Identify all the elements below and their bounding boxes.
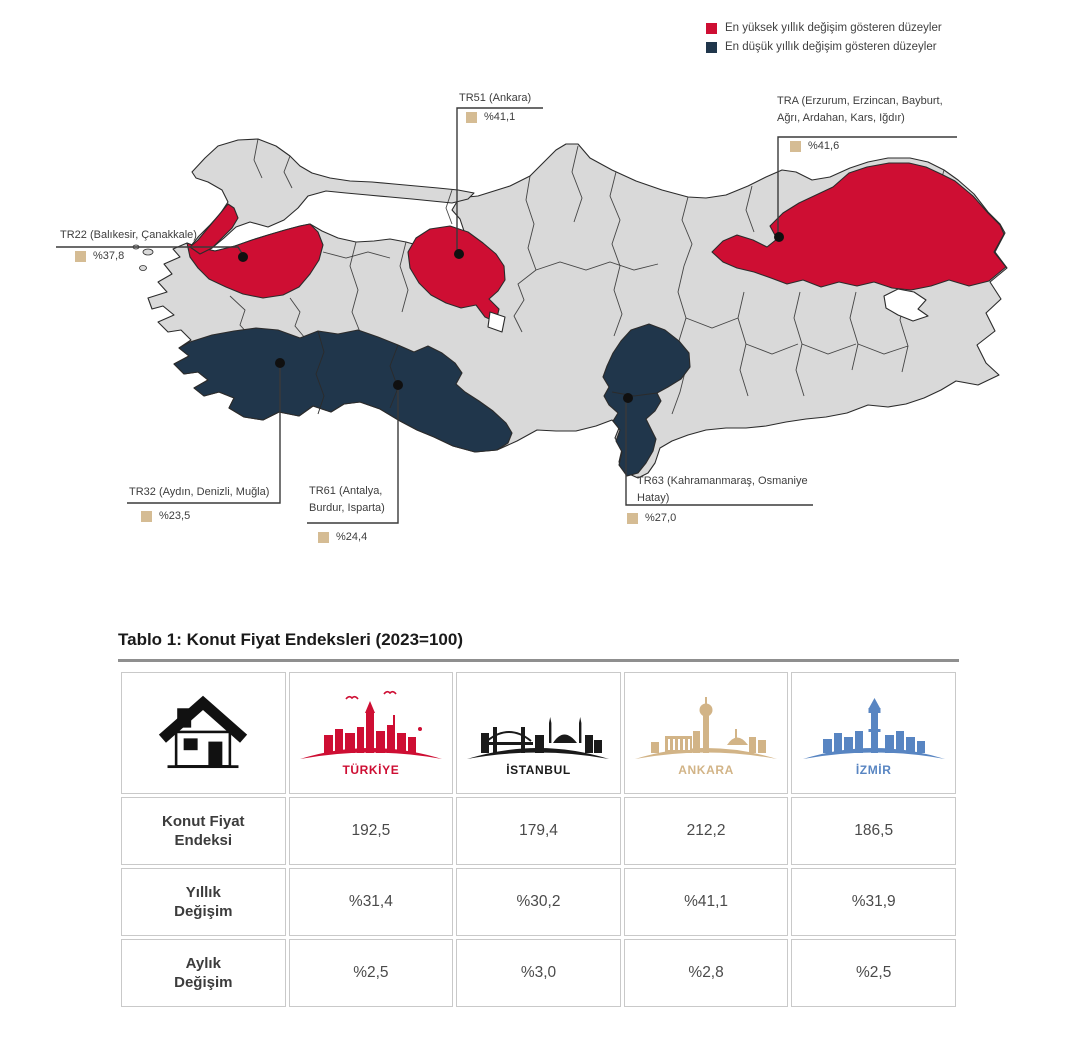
value-swatch-icon [141,511,152,522]
callout-tr22 [60,227,197,244]
column-label-izmir: İZMİR [855,763,892,777]
callout-tr51-percent: %41,1 [484,111,516,123]
cell-index-istanbul [456,797,621,865]
callout-tra-title-2: Ağrı, Ardahan, Kars, Iğdır) [777,112,905,124]
callout-tr61-title-1: TR61 (Antalya, [309,485,383,497]
table-header-row [121,672,956,794]
cell-monthly-turkiye [289,939,454,1007]
callout-tra-percent: %41,6 [808,140,840,152]
housing-price-index-table [118,669,959,1010]
header-ankara [624,672,789,794]
cell-value: 179,4 [519,822,558,839]
house-icon-cell [121,672,286,794]
cell-annual-ankara [624,868,789,936]
header-izmir [791,672,956,794]
row-label-konut-fiyat-endeksi [121,797,286,865]
callout-tra-title-1: TRA (Erzurum, Erzincan, Bayburt, [777,95,943,107]
callout-tr32 [129,484,269,501]
cell-value: %3,0 [520,964,557,981]
callout-tr63-title-1: TR63 (Kahramanmaraş, Osmaniye [637,475,808,487]
header-istanbul [456,672,621,794]
column-label-istanbul: İSTANBUL [506,763,571,777]
callout-tr61-value [318,531,367,543]
table-title: Tablo 1: Konut Fiyat Endeksleri (2023=100) [118,630,959,662]
cell-value: %31,9 [851,893,896,910]
row-label-yillik-degisim [121,868,286,936]
row-label-line: Endeksi [174,832,233,849]
callout-tr61-title-2: Burdur, Isparta) [309,502,385,514]
ankara-skyline-icon [631,689,781,767]
callout-tr61 [309,483,385,517]
callout-tr22-value [75,250,124,262]
turkiye-skyline-icon [296,689,446,767]
callout-tr32-percent: %23,5 [159,510,191,522]
header-turkiye [289,672,454,794]
callout-tr63-value [627,512,676,524]
row-label-line: Değişim [174,903,233,920]
row-label-aylik-degisim [121,939,286,1007]
cell-value: %31,4 [348,893,393,910]
cell-value: %41,1 [684,893,729,910]
value-swatch-icon [466,112,477,123]
callout-tr63 [637,473,808,507]
cell-value: %30,2 [516,893,561,910]
value-swatch-icon [318,532,329,543]
callout-tr22-title: TR22 (Balıkesir, Çanakkale) [60,229,197,241]
column-label-turkiye: TÜRKİYE [342,763,400,777]
cell-value: %2,5 [856,964,892,981]
legend-high-label: En yüksek yıllık değişim gösteren düzeyler [725,22,942,34]
cell-index-turkiye [289,797,454,865]
callout-tr32-title: TR32 (Aydın, Denizli, Muğla) [129,486,270,498]
callout-tr32-value [141,510,190,522]
legend-low-label: En düşük yıllık değişim gösteren düzeyler [725,41,937,53]
row-label-line: Konut Fiyat [162,812,245,830]
callout-tr61-percent: %24,4 [336,531,368,543]
table-row-monthly [121,939,956,1007]
izmir-skyline-icon [799,689,949,767]
cell-monthly-ankara [624,939,789,1007]
callout-tr51-title: TR51 (Ankara) [459,92,532,104]
callout-tr22-percent: %37,8 [93,250,125,262]
cell-monthly-istanbul [456,939,621,1007]
value-swatch-icon [790,141,801,152]
callout-tr63-percent: %27,0 [645,512,677,524]
callout-tr51 [459,90,531,107]
cell-monthly-izmir [791,939,956,1007]
cell-value: 212,2 [686,822,726,839]
row-label-line: Değişim [174,974,233,991]
table-row-annual [121,868,956,936]
callout-tra [777,93,943,127]
callout-tr51-value [466,111,515,123]
cell-index-izmir [791,797,956,865]
cell-annual-turkiye [289,868,454,936]
row-label-line: Yıllık [185,883,221,901]
istanbul-skyline-icon [463,689,613,767]
value-swatch-icon [627,513,638,524]
value-swatch-icon [75,251,86,262]
callout-tr63-title-2: Hatay) [637,492,670,504]
column-label-ankara: ANKARA [678,763,734,777]
callout-tra-value [790,140,839,152]
row-label-line: Aylık [185,954,221,972]
cell-annual-izmir [791,868,956,936]
house-icon [153,690,253,776]
table-section [118,630,959,1010]
cell-value: 186,5 [854,822,894,839]
table-row-index [121,797,956,865]
cell-value: %2,5 [353,964,389,981]
cell-index-ankara [624,797,789,865]
cell-value: %2,8 [688,964,724,981]
cell-annual-istanbul [456,868,621,936]
cell-value: 192,5 [351,822,391,839]
